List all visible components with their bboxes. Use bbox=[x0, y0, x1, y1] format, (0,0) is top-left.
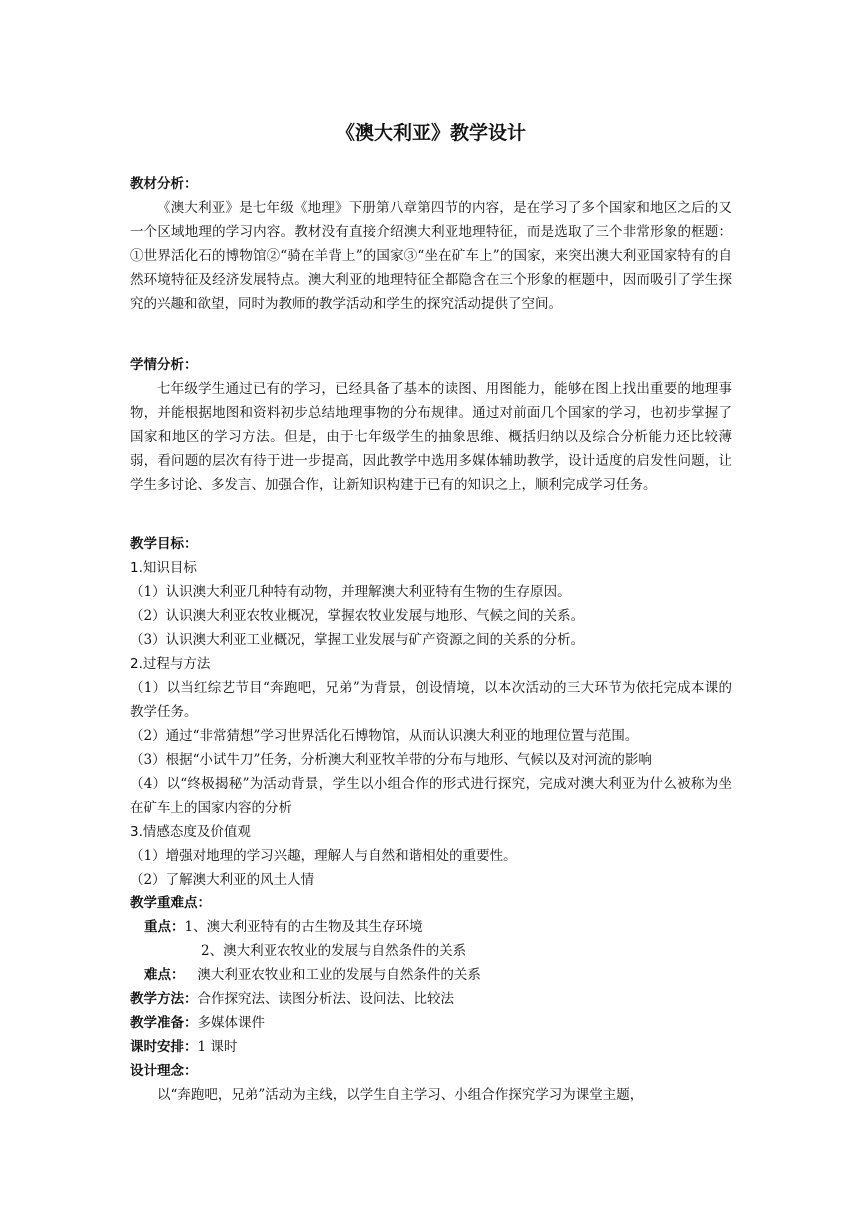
textbook-analysis-heading: 教材分析： bbox=[130, 176, 198, 192]
emotion-goal-item: （2）了解澳大利亚的风土人情 bbox=[130, 872, 315, 888]
key-point-row bbox=[130, 915, 732, 939]
difficult-point-row bbox=[130, 963, 732, 987]
teaching-methods-label: 教学方法： bbox=[130, 991, 198, 1007]
student-analysis-section bbox=[130, 353, 732, 497]
teaching-methods-row bbox=[130, 987, 732, 1011]
process-goal-item: （2）通过“非常猜想”学习世界活化石博物馆，从而认识澳大利亚的地理位置与范围。 bbox=[130, 728, 639, 744]
student-analysis-heading: 学情分析： bbox=[130, 357, 198, 373]
knowledge-goal-item: （1）认识澳大利亚几种特有动物，并理解澳大利亚特有生物的生存原因。 bbox=[130, 584, 571, 600]
key-point-row bbox=[130, 939, 732, 963]
teaching-info-section bbox=[130, 987, 732, 1107]
knowledge-goal-item: （3）认识澳大利亚工业概况，掌握工业发展与矿产资源之间的关系的分析。 bbox=[130, 632, 585, 648]
textbook-analysis-section bbox=[130, 172, 732, 316]
key-points-heading: 教学重难点： bbox=[130, 895, 211, 911]
design-philosophy-heading: 设计理念： bbox=[130, 1063, 198, 1079]
teaching-methods-value: 合作探究法、读图分析法、设问法、比较法 bbox=[197, 991, 454, 1007]
emotion-goals-title: 3.情感态度及价值观 bbox=[130, 824, 251, 840]
process-goal-item: （4）以“终极揭秘”为活动背景，学生以小组合作的形式进行探究，完成对澳大利亚为什么被称为坐在矿车上的国家内容的分析 bbox=[130, 776, 732, 816]
key-point-item: 2、澳大利亚农牧业的发展与自然条件的关系 bbox=[201, 943, 467, 959]
knowledge-goal-item: （2）认识澳大利亚农牧业概况，掌握农牧业发展与地形、气候之间的关系。 bbox=[130, 608, 585, 624]
teaching-goals-heading: 教学目标： bbox=[130, 536, 198, 552]
class-hours-row bbox=[130, 1035, 732, 1059]
teaching-prep-label: 教学准备： bbox=[130, 1015, 198, 1031]
knowledge-goals-title: 1.知识目标 bbox=[130, 560, 197, 576]
key-point-item: 1、澳大利亚特有的古生物及其生存环境 bbox=[184, 919, 423, 935]
design-philosophy-body: 以“奔跑吧，兄弟”活动为主线，以学生自主学习、小组合作探究学习为课堂主题， bbox=[157, 1087, 644, 1103]
difficult-point-text: 澳大利亚农牧业和工业的发展与自然条件的关系 bbox=[197, 967, 481, 983]
teaching-goals-section bbox=[130, 532, 732, 892]
student-analysis-body: 七年级学生通过已有的学习，已经具备了基本的读图、用图能力，能够在图上找出重要的地理事物，并能根据地图和资料初步总结地理事物的分布规律。通过对前面几个国家的学习，也初步掌握了国家和地区的学习方法。但是，由于七年级学生的抽象思维、概括归纳以及综合分析能力还比较薄弱，看问题的层次有待于进一步提高，因此教学中选用多媒体辅助教学，设计适度的启发性问题，让学生多讨论、多发言、加强合作，让新知识构建于已有的知识之上，顺利完成学习任务。 bbox=[130, 381, 732, 493]
difficult-point-label: 难点： bbox=[144, 967, 185, 983]
process-goal-item: （1）以当红综艺节目“奔跑吧，兄弟”为背景，创设情境，以本次活动的三大环节为依托完成本课的教学任务。 bbox=[130, 680, 732, 720]
class-hours-value: 1 课时 bbox=[197, 1039, 238, 1055]
key-points-section bbox=[130, 891, 732, 987]
emotion-goal-item: （1）增强对地理的学习兴趣，理解人与自然和谐相处的重要性。 bbox=[130, 848, 517, 864]
key-point-label: 重点： bbox=[144, 919, 185, 935]
teaching-prep-value: 多媒体课件 bbox=[197, 1015, 265, 1031]
document-title: 《澳大利亚》教学设计 bbox=[335, 122, 526, 144]
process-goal-item: （3）根据“小试牛刀”任务，分析澳大利亚牧羊带的分布与地形、气候以及对河流的影响 bbox=[130, 752, 652, 768]
teaching-prep-row bbox=[130, 1011, 732, 1035]
process-goals-title: 2.过程与方法 bbox=[130, 656, 211, 672]
class-hours-label: 课时安排： bbox=[130, 1039, 198, 1055]
textbook-analysis-body: 《澳大利亚》是七年级《地理》下册第八章第四节的内容，是在学习了多个国家和地区之后的又一个区域地理的学习内容。教材没有直接介绍澳大利亚地理特征，而是选取了三个非常形象的框题：①世界活化石的博物馆②“骑在羊背上”的国家③“坐在矿车上”的国家，来突出澳大利亚国家特有的自然环境特征及经济发展特点。澳大利亚的地理特征全都隐含在三个形象的框题中，因而吸引了学生探究的兴趣和欲望，同时为教师的教学活动和学生的探究活动提供了空间。 bbox=[130, 200, 732, 312]
